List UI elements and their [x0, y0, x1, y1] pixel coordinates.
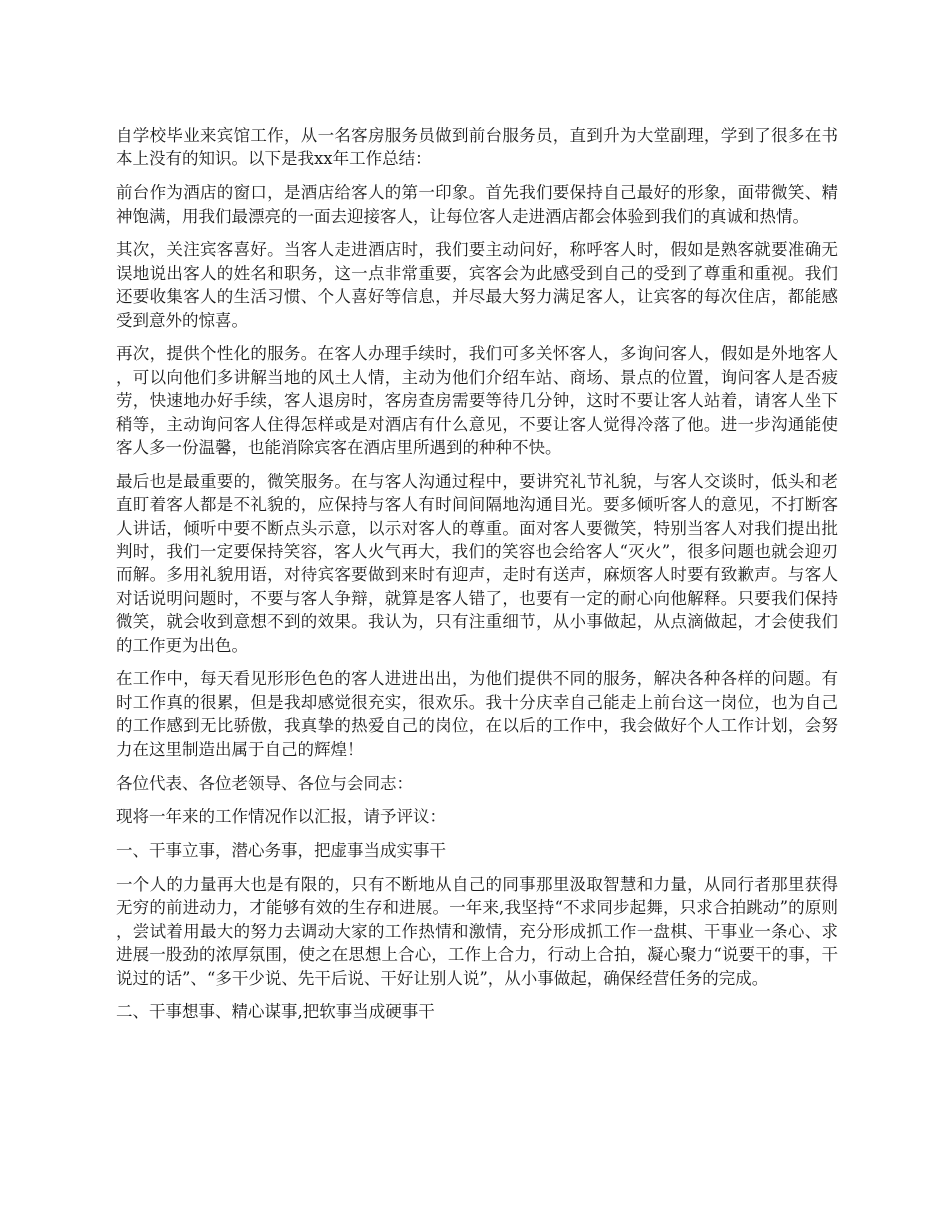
paragraph-front-desk-image: 前台作为酒店的窗口，是酒店给客人的第一印象。首先我们要保持自己最好的形象，面带微笑、精神饱满，用我们最漂亮的一面去迎接客人，让每位客人走进酒店都会体验到我们的真诚和热情。: [116, 183, 838, 226]
paragraph-report-intro: 现将一年来的工作情况作以汇报，请予评议：: [116, 807, 446, 827]
paragraph-personalized-service: 再次，提供个性化的服务。在客人办理手续时，我们可多关怀客人，多询问客人，假如是外地客人，可以向他们多讲解当地的风土人情，主动为他们介绍车站、商场、景点的位置，询问客人是否疲劳，快速地办好手续，客人退房时，客房查房需要等待几分钟，这时不要让客人站着，请客人坐下稍等，主动询问客人住得怎样或是对酒店有什么意见，不要让客人觉得冷落了他。进一步沟通能使客人多一份温馨，也能消除宾客在酒店里所遇到的种种不快。: [116, 344, 838, 458]
paragraph-work-reflection: 在工作中，每天看见形形色色的客人进进出出，为他们提供不同的服务，解决各种各样的问题。有时工作真的很累，但是我却感觉很充实，很欢乐。我十分庆幸自己能走上前台这一岗位，也为自己的工作感到无比骄傲，我真挚的热爱自己的岗位，在以后的工作中，我会做好个人工作计划，会努力在这里制造出属于自己的辉煌！: [116, 669, 838, 759]
paragraph-smile-service: 最后也是最重要的，微笑服务。在与客人沟通过程中，要讲究礼节礼貌，与客人交谈时，低头和老直盯着客人都是不礼貌的，应保持与客人有时间间隔地沟通目光。要多倾听客人的意见，不打断客人讲话，倾听中要不断点头示意，以示对客人的尊重。面对客人要微笑，特别当客人对我们提出批判时，我们一定要保持笑容，客人火气再大，我们的笑容也会给客人“灭火”，很多问题也就会迎刃而解。多用礼貌用语，对待宾客要做到来时有迎声，走时有送声，麻烦客人时要有致歉声。与客人对话说明问题时，不要与客人争辩，就算是客人错了，也要有一定的耐心向他解释。只要我们保持微笑，就会收到意想不到的效果。我认为，只有注重细节，从小事做起，从点滴做起，才会使我们的工作更为出色。: [116, 471, 838, 655]
section-heading-1: 一、干事立事，潜心务事，把虚事当成实事干: [116, 841, 446, 861]
paragraph-teamwork: 一个人的力量再大也是有限的，只有不断地从自己的同事那里汲取智慧和力量，从同行者那里获得无穷的前进动力，才能够有效的生存和进展。一年来,我坚持“不求同步起舞，只求合拍跳动”的原则，尝试着用最大的努力去调动大家的工作热情和激情，充分形成抓工作一盘棋、干事业一条心、求进展一股劲的浓厚氛围，使之在思想上合心，工作上合力，行动上合拍，凝心聚力“说要干的事，干说过的话”、“多干少说、先干后说、干好让别人说”，从小事做起，确保经营任务的完成。: [116, 874, 838, 988]
paragraph-salutation: 各位代表、各位老领导、各位与会同志：: [116, 773, 413, 793]
paragraph-intro: 自学校毕业来宾馆工作，从一名客房服务员做到前台服务员，直到升为大堂副理，学到了很多在书本上没有的知识。以下是我xx年工作总结：: [116, 126, 838, 169]
section-heading-2: 二、干事想事、精心谋事,把软事当成硬事干: [116, 1002, 435, 1022]
paragraph-guest-preferences: 其次，关注宾客喜好。当客人走进酒店时，我们要主动问好，称呼客人时，假如是熟客就要准确无误地说出客人的姓名和职务，这一点非常重要，宾客会为此感受到自己的受到了尊重和重视。我们还要收集客人的生活习惯、个人喜好等信息，并尽最大努力满足客人，让宾客的每次住店，都能感受到意外的惊喜。: [116, 240, 838, 330]
document-body: [116, 124, 838, 1034]
